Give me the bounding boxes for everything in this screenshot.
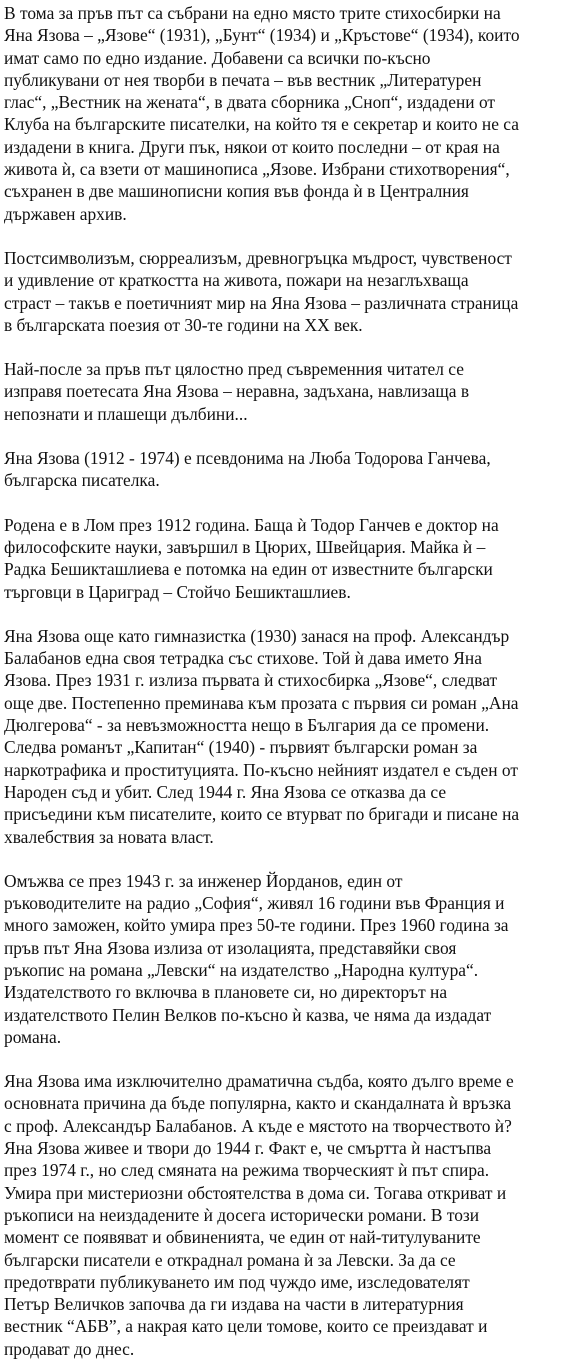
text-line: Балабанов една своя тетрадка със стихове. Той ѝ дава името Яна (4, 648, 482, 669)
text-line: Яна Язова (1912 - 1974) е псевдонима на Люба Тодорова Ганчева, (4, 448, 491, 469)
text-line: В тома за пръв път са събрани на едно място трите стихосбирки на (4, 3, 501, 23)
text-line: държавен архив. (4, 203, 127, 224)
text-line: Дюлгерова“ - за невъзможността нещо в България да се промени. (4, 715, 490, 736)
text-line: през 1974 г., но след смяната на режима творческият ѝ път спира. (4, 1160, 490, 1181)
text-line: Постсимволизъм, сюрреализъм, древногръцка мъдрост, чувственост (4, 247, 512, 268)
text-line: публикувани от нея творби в печата – във вестник „Литературен (4, 69, 482, 90)
text-line: Най-после за пръв път цялостно пред съвременния читател се (4, 359, 464, 380)
text-line: Умира при мистериозни обстоятелства в дома си. Тогава откриват и (4, 1182, 507, 1203)
text-line: романа. (4, 1026, 62, 1047)
text-line: хвалебствия за новата власт. (4, 826, 214, 847)
text-line: ръководителите на радио „София“, живял 16 години във Франция и (4, 893, 505, 914)
text-line: в българската поезия от 30-те години на XX век. (4, 314, 363, 335)
paragraph-early-career (4, 625, 576, 848)
text-line: и удивление от краткостта на живота, пожари на незаглъхваща (4, 270, 469, 291)
text-line: живота ѝ, са взети от машинописа „Язове. Избрани стихотворения“, (4, 159, 510, 180)
text-line: Радка Бешикташлиева е потомка на един от известните български (4, 559, 493, 580)
text-line: Народен съд и убит. След 1944 г. Яна Язова се отказва да се (4, 781, 447, 802)
text-line: изправя поетесата Яна Язова – неравна, задъхана, навлизаща в (4, 381, 470, 402)
paragraph-book-contents (4, 2, 576, 225)
text-line: търговци в Цариград – Стойчо Бешикташлиев. (4, 581, 351, 602)
text-line: Яна Язова – „Язове“ (1931), „Бунт“ (1934) и „Кръстове“ (1934), които (4, 25, 520, 46)
text-line: съхранен в две машинописни копия във фонда ѝ в Централния (4, 181, 469, 202)
text-line: Омъжва се през 1943 г. за инженер Йорданов, един от (4, 870, 403, 891)
text-line: българска писателка. (4, 470, 160, 491)
text-line: предотврати публикуването им под чуждо име, изследователят (4, 1271, 470, 1292)
text-line: Издателството го включва в плановете си, но директорът на (4, 982, 448, 1003)
text-line: ръкописи на неиздадените ѝ досега исторически романи. В този (4, 1204, 480, 1225)
text-line: Яна Язова още като гимназистка (1930) занася на проф. Александър (4, 625, 510, 646)
text-line: Яна Язова живее и твори до 1944 г. Факт е, че смъртта ѝ настъпва (4, 1138, 492, 1159)
text-line: издателството Пелин Велков по-късно ѝ казва, че няма да издадат (4, 1004, 492, 1025)
text-line: ръкопис на романа „Левски“ на издателство „Народна култура“. (4, 959, 479, 980)
text-line: български писатели е откраднал романа ѝ за Левски. За да се (4, 1249, 456, 1270)
text-line: глас“, „Вестник на жената“, в двата сборника „Сноп“, издадени от (4, 92, 496, 113)
paragraph-poetic-world (4, 247, 576, 336)
paragraph-marriage (4, 870, 576, 1048)
paragraph-birth (4, 514, 576, 603)
paragraph-first-time (4, 358, 576, 425)
text-line: Родена е в Лом през 1912 година. Баща ѝ Тодор Ганчев е доктор на (4, 514, 499, 535)
text-line: Язова. През 1931 г. излиза първата ѝ стихосбирка „Язове“, следват (4, 670, 498, 691)
text-line: философските науки, завършил в Цюрих, Швейцария. Майка ѝ – (4, 536, 486, 557)
text-line: основната причина да бъде популярна, както и скандалната ѝ връзка (4, 1093, 512, 1114)
text-line: страст – такъв е поетичният мир на Яна Язова – различната страница (4, 292, 519, 313)
text-line: момент се появяват и обвиненията, че един от най-титулуваните (4, 1227, 481, 1248)
text-line: пръв път Яна Язова излиза от изолацията, представяйки своя (4, 937, 457, 958)
text-line: Клуба на българските писателки, на който тя е секретар и които не са (4, 114, 519, 135)
text-line: Петър Величков започва да ги издава на части в литературния (4, 1294, 464, 1315)
text-line: наркотрафика и проституцията. По-късно нейният издател е съден от (4, 759, 518, 780)
paragraph-pseudonym (4, 447, 576, 492)
text-line: Следва романът „Капитан“ (1940) - първият български роман за (4, 737, 478, 758)
text-line: имат само по едно издание. Добавени са всички по-късно (4, 47, 431, 68)
text-line: присъедини към писателите, които се втурват по бригади и писане на (4, 804, 520, 825)
text-line: с проф. Александър Балабанов. А къде е мястото на творчеството ѝ? (4, 1115, 512, 1136)
text-line: още две. Постепенно преминава към прозата с първия си роман „Ана (4, 692, 519, 713)
paragraph-fate (4, 1070, 576, 1360)
text-line: продават до днес. (4, 1338, 135, 1359)
text-line: вестник “АБВ”, а накрая като цели томове, които се преиздават и (4, 1316, 488, 1337)
text-line: издадени в книга. Други пък, някои от които последни – от края на (4, 136, 500, 157)
text-line: Яна Язова има изключително драматична съдба, която дълго време е (4, 1071, 514, 1092)
text-line: много заможен, който умира през 50-те години. През 1960 година за (4, 915, 509, 936)
text-line: непознати и плашещи дълбини... (4, 403, 248, 424)
